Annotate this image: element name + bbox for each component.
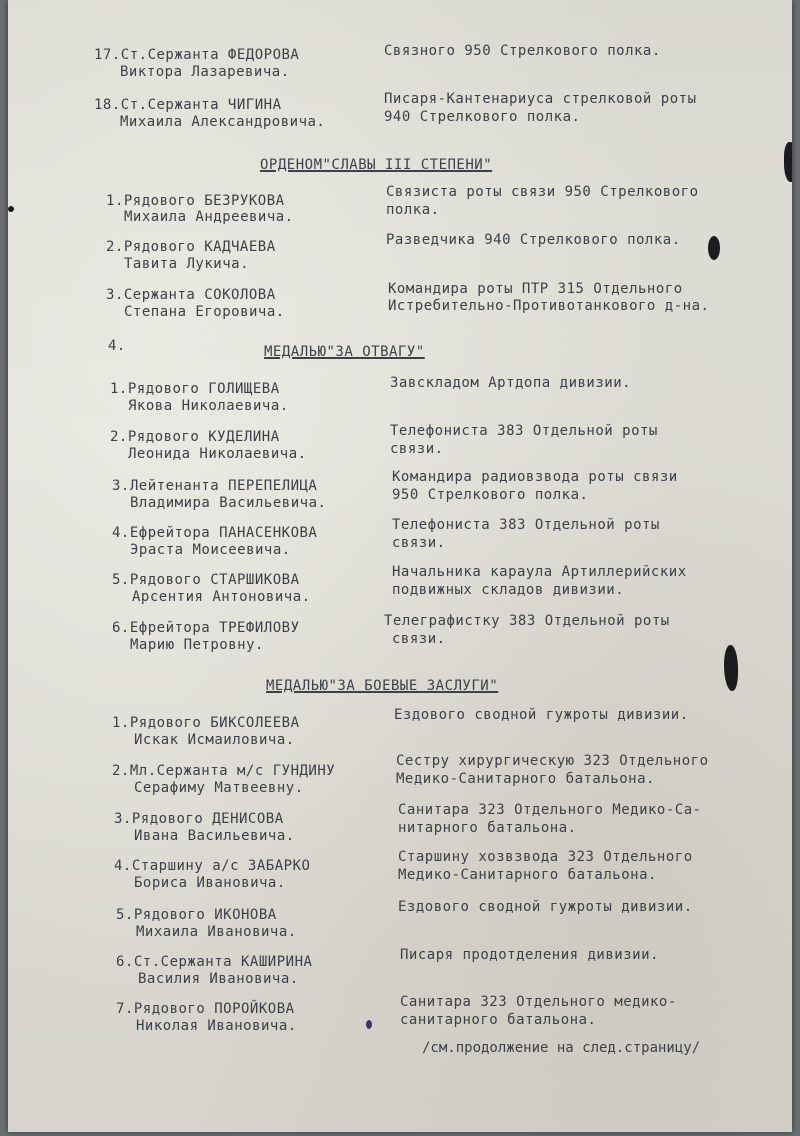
courage-entry-4-name: 4.Ефрейтора ПАНАСЕНКОВА xyxy=(112,525,318,541)
ink-blot xyxy=(724,645,738,691)
merit-entry-4-role-line1: Старшину хозвзвода 323 Отдельного xyxy=(398,849,693,865)
merit-entry-2-patronymic: Серафиму Матвеевну. xyxy=(134,780,304,796)
merit-entry-4-patronymic: Бориса Ивановича. xyxy=(134,875,286,891)
merit-entry-5-role: Ездового сводной гужроты дивизии. xyxy=(398,899,693,915)
glory-entry-2-role: Разведчика 940 Стрелкового полка. xyxy=(386,232,681,248)
courage-entry-6-name: 6.Ефрейтора ТРЕФИЛОВУ xyxy=(112,620,300,636)
courage-entry-6-patronymic: Марию Петровну. xyxy=(130,637,264,653)
entry-17-name: 17.Ст.Сержанта ФЕДОРОВА xyxy=(94,47,300,63)
merit-entry-3-role-line2: нитарного батальона. xyxy=(398,820,577,836)
merit-entry-6-role: Писаря продотделения дивизии. xyxy=(400,947,659,963)
glory-entry-3-patronymic: Степана Егоровича. xyxy=(124,304,285,320)
entry-18-role-line2: 940 Стрелкового полка. xyxy=(384,109,581,125)
glory-entry-1-role-line2: полка. xyxy=(386,202,440,218)
courage-entry-5-patronymic: Арсентия Антоновича. xyxy=(132,589,311,605)
merit-entry-3-role-line1: Санитара 323 Отдельного Медико-Са- xyxy=(398,802,702,818)
courage-entry-3-patronymic: Владимира Васильевича. xyxy=(130,495,327,511)
courage-entry-3-name: 3.Лейтенанта ПЕРЕПЕЛИЦА xyxy=(112,478,318,494)
merit-entry-4-role-line2: Медико-Санитарного батальона. xyxy=(398,867,657,883)
merit-entry-1-patronymic: Искак Исмаиловича. xyxy=(134,732,295,748)
courage-entry-6-role-line2: связи. xyxy=(392,631,446,647)
merit-entry-2-role-line2: Медико-Санитарного батальона. xyxy=(396,771,655,787)
item-marker-4: 4. xyxy=(108,338,126,354)
glory-entry-3-role-line2: Истребительно-Противотанкового д-на. xyxy=(388,298,710,314)
merit-entry-1-name: 1.Рядового БИКСОЛЕЕВА xyxy=(112,715,300,731)
merit-entry-7-role-line1: Санитара 323 Отдельного медико- xyxy=(400,994,677,1010)
merit-entry-3-patronymic: Ивана Васильевича. xyxy=(134,828,295,844)
courage-entry-2-role-line1: Телефониста 383 Отдельной роты xyxy=(390,423,658,439)
merit-entry-1-role: Ездового сводной гужроты дивизии. xyxy=(394,707,689,723)
glory-entry-2-patronymic: Тавита Лукича. xyxy=(124,256,250,272)
section-heading-merit: МЕДАЛЬЮ"ЗА БОЕВЫЕ ЗАСЛУГИ" xyxy=(266,678,499,694)
courage-entry-6-role-line1: Телеграфистку 383 Отдельной роты xyxy=(384,613,670,629)
merit-entry-5-name: 5.Рядового ИКОНОВА xyxy=(116,907,277,923)
ink-dot xyxy=(8,206,14,212)
courage-entry-2-name: 2.Рядового КУДЕЛИНА xyxy=(110,429,280,445)
courage-entry-5-name: 5.Рядового СТАРШИКОВА xyxy=(112,572,300,588)
section-heading-courage: МЕДАЛЬЮ"ЗА ОТВАГУ" xyxy=(264,344,425,360)
glory-entry-1-patronymic: Михаила Андреевича. xyxy=(124,209,294,225)
ink-dot xyxy=(366,1020,372,1029)
merit-entry-7-patronymic: Николая Ивановича. xyxy=(136,1018,297,1034)
ink-blot xyxy=(708,236,720,260)
merit-entry-3-name: 3.Рядового ДЕНИСОВА xyxy=(114,811,284,827)
courage-entry-4-role-line2: связи. xyxy=(392,535,446,551)
merit-entry-2-role-line1: Сестру хирургическую 323 Отдельного xyxy=(396,753,709,769)
entry-17-role: Связного 950 Стрелкового полка. xyxy=(384,43,661,59)
entry-18-patronymic: Михаила Александровича. xyxy=(120,114,326,130)
merit-entry-4-name: 4.Старшину а/с ЗАБАРКО xyxy=(114,858,311,874)
courage-entry-2-patronymic: Леонида Николаевича. xyxy=(128,446,307,462)
courage-entry-3-role-line2: 950 Стрелкового полка. xyxy=(392,487,589,503)
glory-entry-3-name: 3.Сержанта СОКОЛОВА xyxy=(106,287,276,303)
entry-17-patronymic: Виктора Лазаревича. xyxy=(120,64,290,80)
entry-18-role-line1: Писаря-Кантенариуса стрелковой роты xyxy=(384,91,697,107)
glory-entry-3-role-line1: Командира роты ПТР 315 Отдельного xyxy=(388,281,683,297)
courage-entry-4-patronymic: Эраста Моисеевича. xyxy=(130,542,291,558)
courage-entry-1-name: 1.Рядового ГОЛИЩЕВА xyxy=(110,381,280,397)
merit-entry-5-patronymic: Михаила Ивановича. xyxy=(136,924,297,940)
courage-entry-1-patronymic: Якова Николаевича. xyxy=(128,398,289,414)
courage-entry-2-role-line2: связи. xyxy=(390,441,444,457)
courage-entry-5-role-line2: подвижных складов дивизии. xyxy=(392,582,625,598)
glory-entry-1-role-line1: Связиста роты связи 950 Стрелкового xyxy=(386,184,699,200)
glory-entry-1-name: 1.Рядового БЕЗРУКОВА xyxy=(106,193,285,209)
courage-entry-4-role-line1: Телефониста 383 Отдельной роты xyxy=(392,517,660,533)
ink-blot xyxy=(784,142,792,182)
courage-entry-3-role-line1: Командира радиовзвода роты связи xyxy=(392,469,678,485)
continuation-note: /см.продолжение на след.страницу/ xyxy=(422,1040,701,1056)
courage-entry-5-role-line1: Начальника караула Артиллерийских xyxy=(392,564,687,580)
courage-entry-1-role: Завскладом Артдопа дивизии. xyxy=(390,375,632,391)
merit-entry-6-patronymic: Василия Ивановича. xyxy=(138,971,299,987)
glory-entry-2-name: 2.Рядового КАДЧАЕВА xyxy=(106,239,276,255)
merit-entry-7-name: 7.Рядового ПОРОЙКОВА xyxy=(116,1001,295,1017)
document-page xyxy=(8,0,792,1132)
merit-entry-6-name: 6.Ст.Сержанта КАШИРИНА xyxy=(116,954,313,970)
section-heading-glory: ОРДЕНОМ"СЛАВЫ III СТЕПЕНИ" xyxy=(260,157,493,173)
entry-18-name: 18.Ст.Сержанта ЧИГИНА xyxy=(94,97,282,113)
merit-entry-7-role-line2: санитарного батальона. xyxy=(400,1012,597,1028)
merit-entry-2-name: 2.Мл.Сержанта м/с ГУНДИНУ xyxy=(112,763,336,779)
